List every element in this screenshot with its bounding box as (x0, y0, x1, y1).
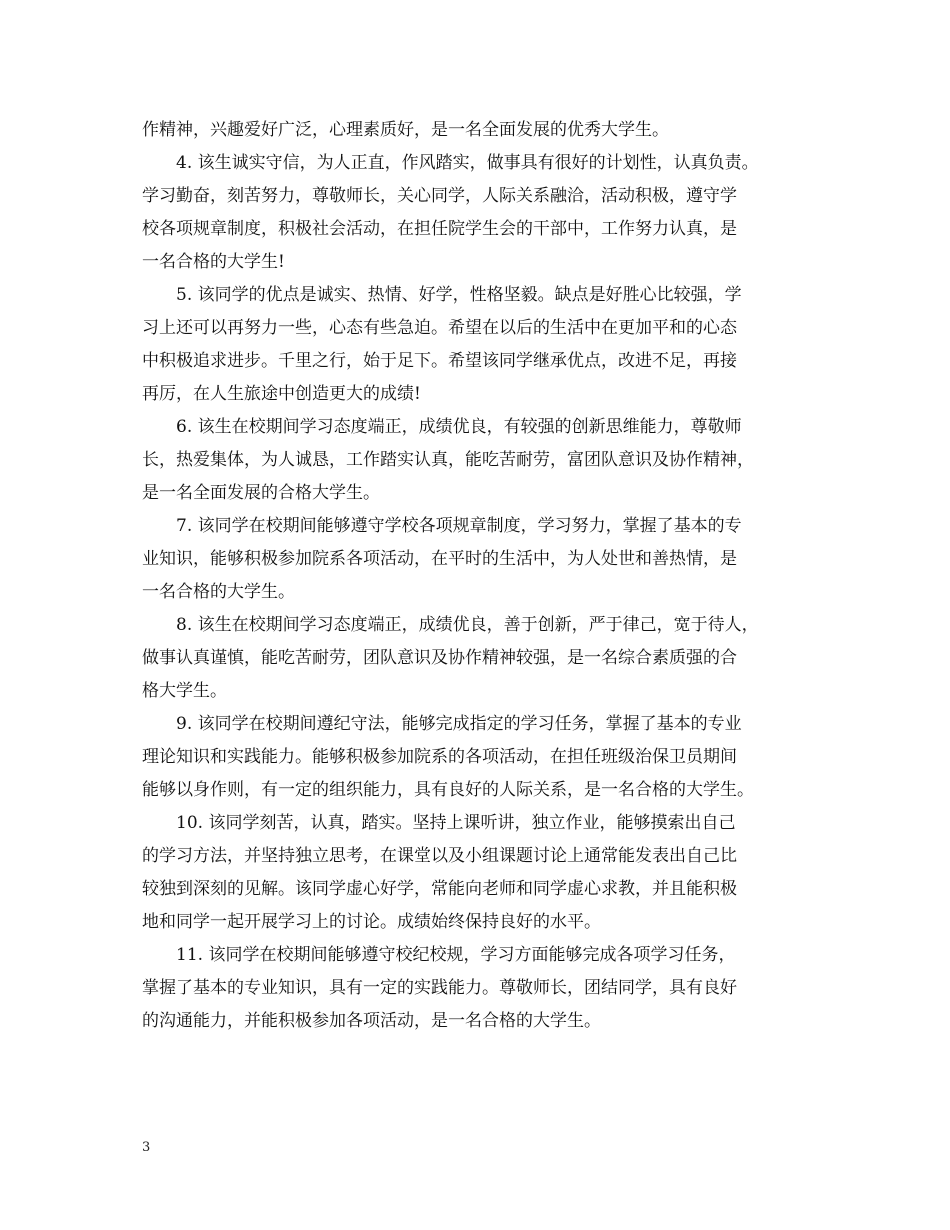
text-line: 掌握了基本的专业知识，具有一定的实践能力。尊敬师长，团结同学，具有良好 (142, 978, 737, 998)
text-line: 地和同学一起开展学习上的讨论。成绩始终保持良好的水平。 (142, 912, 601, 932)
text-line: 一名合格的大学生。 (142, 582, 295, 602)
text-line: 理论知识和实践能力。能够积极参加院系的各项活动，在担任班级治保卫员期间 (142, 747, 737, 767)
text-line: 5. 该同学的优点是诚实、热情、好学，性格坚毅。缺点是好胜心比较强，学 (142, 285, 742, 305)
text-line: 6. 该生在校期间学习态度端正，成绩优良，有较强的创新思维能力，尊敬师 (142, 417, 742, 437)
text-line: 习上还可以再努力一些，心态有些急迫。希望在以后的生活中在更加平和的心态 (142, 318, 737, 338)
text-line: 作精神，兴趣爱好广泛，心理素质好，是一名全面发展的优秀大学生。 (142, 120, 669, 140)
text-line: 长，热爱集体，为人诚恳，工作踏实认真，能吃苦耐劳，富团队意识及协作精神， (142, 450, 754, 470)
text-line: 中积极追求进步。千里之行，始于足下。希望该同学继承优点，改进不足，再接 (142, 351, 737, 371)
page-number: 3 (142, 1140, 151, 1155)
text-line: 是一名全面发展的合格大学生。 (142, 483, 380, 503)
text-line: 一名合格的大学生! (142, 252, 285, 272)
text-line: 9. 该同学在校期间遵纪守法，能够完成指定的学习任务，掌握了基本的专业 (142, 714, 742, 734)
text-line: 校各项规章制度，积极社会活动，在担任院学生会的干部中，工作努力认真，是 (142, 219, 737, 239)
text-line: 8. 该生在校期间学习态度端正，成绩优良，善于创新，严于律己，宽于待人， (142, 615, 759, 635)
text-line: 4. 该生诚实守信，为人正直，作风踏实，做事具有很好的计划性，认真负责。 (142, 153, 759, 173)
text-line: 的学习方法，并坚持独立思考，在课堂以及小组课题讨论上通常能发表出自己比 (142, 846, 737, 866)
text-line: 学习勤奋，刻苦努力，尊敬师长，关心同学，人际关系融洽，活动积极，遵守学 (142, 186, 737, 206)
text-line: 较独到深刻的见解。该同学虚心好学，常能向老师和同学虚心求教，并且能积极 (142, 879, 737, 899)
document-body (142, 114, 810, 1038)
text-line: 能够以身作则，有一定的组织能力，具有良好的人际关系，是一名合格的大学生。 (142, 780, 754, 800)
text-line: 11. 该同学在校期间能够遵守校纪校规，学习方面能够完成各项学习任务， (142, 945, 736, 965)
text-line: 再厉，在人生旅途中创造更大的成绩! (142, 384, 421, 404)
text-line: 10. 该同学刻苦，认真，踏实。坚持上课听讲，独立作业，能够摸索出自己 (142, 813, 736, 833)
text-line: 的沟通能力，并能积极参加各项活动，是一名合格的大学生。 (142, 1011, 601, 1031)
text-line: 格大学生。 (142, 681, 227, 701)
text-line: 做事认真谨慎，能吃苦耐劳，团队意识及协作精神较强，是一名综合素质强的合 (142, 648, 737, 668)
text-line: 业知识，能够积极参加院系各项活动，在平时的生活中，为人处世和善热情，是 (142, 549, 737, 569)
text-line: 7. 该同学在校期间能够遵守学校各项规章制度，学习努力，掌握了基本的专 (142, 516, 742, 536)
